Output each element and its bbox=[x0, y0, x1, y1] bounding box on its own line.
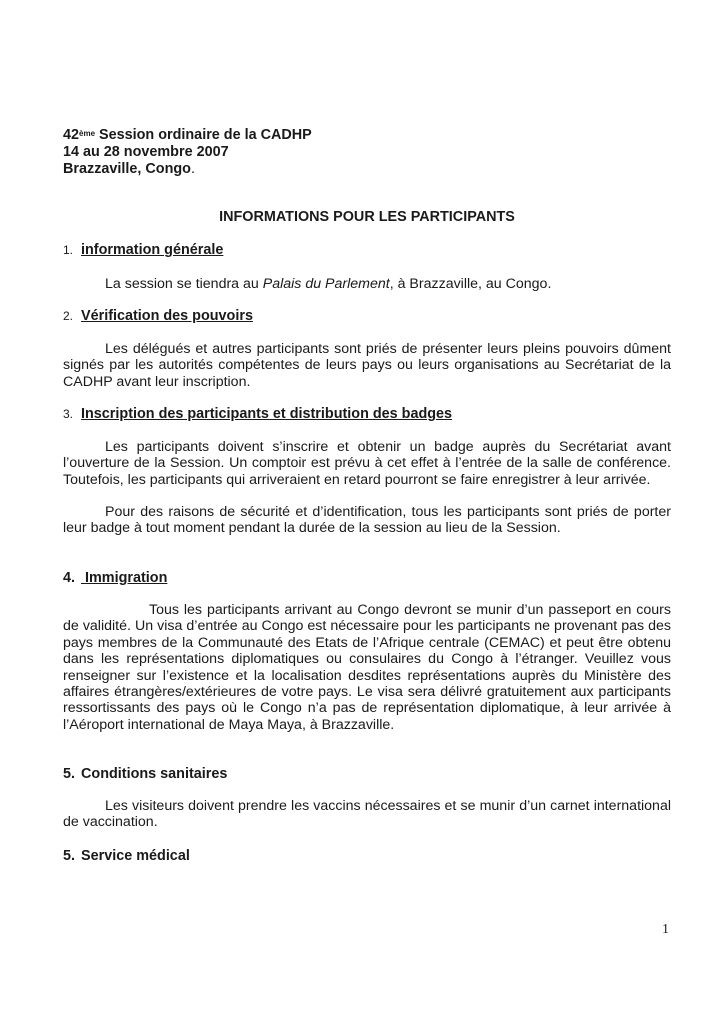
section-1-paragraph bbox=[63, 276, 671, 292]
section-1-text-before: La session se tiendra au bbox=[105, 276, 263, 292]
section-3-paragraph-2: Pour des raisons de sécurité et d’identification, tous les participants sont priés de porter leur badge à tout moment pendant la durée de la session au lieu de la Session. bbox=[63, 504, 671, 537]
session-number: 42 bbox=[63, 127, 80, 143]
section-5-paragraph: Les visiteurs doivent prendre les vaccins nécessaires et se munir d’un carnet international de vaccination. bbox=[63, 798, 671, 831]
section-2-paragraph: Les délégués et autres participants sont priés de présenter leurs pleins pouvoirs dûment signés par les autorités compétentes de leurs pays ou leurs organisations au Secrétariat de la CADHP avant leur inscription. bbox=[63, 341, 671, 390]
section-3-heading bbox=[63, 406, 452, 422]
section-6-title: Service médical bbox=[81, 848, 190, 864]
session-location-line bbox=[63, 161, 671, 178]
section-5-heading bbox=[63, 766, 227, 782]
session-location: Brazzaville, Congo bbox=[63, 161, 191, 177]
section-6-number: 5. bbox=[63, 848, 76, 864]
section-1-heading bbox=[63, 242, 223, 258]
section-1-number: 1. bbox=[63, 243, 74, 257]
section-2-heading bbox=[63, 308, 253, 324]
document-title: INFORMATIONS POUR LES PARTICIPANTS bbox=[219, 209, 515, 225]
section-3-paragraph-1: Les participants doivent s’inscrire et obtenir un badge auprès du Secrétariat avant l’ouverture de la Session. Un comptoir est prévu à cet effet à l’entrée de la salle de conférence. Toutefois, les participants qui arriveraient en retard pourront se faire enregistrer à leur arrivée. bbox=[63, 439, 671, 488]
section-3-title: Inscription des participants et distribution des badges bbox=[81, 406, 453, 422]
session-suffix: ème bbox=[79, 129, 96, 138]
section-4-heading bbox=[63, 570, 167, 586]
section-5-title: Conditions sanitaires bbox=[81, 766, 228, 782]
section-1-text-after: , à Brazzaville, au Congo. bbox=[389, 276, 552, 292]
section-4-title: Immigration bbox=[81, 570, 168, 586]
page-number: 1 bbox=[662, 922, 669, 937]
section-3-number: 3. bbox=[63, 407, 74, 421]
section-5-number: 5. bbox=[63, 766, 76, 782]
session-line bbox=[63, 127, 671, 144]
document-header bbox=[63, 127, 671, 178]
section-1-title: information générale bbox=[81, 242, 224, 258]
location-punct: . bbox=[190, 161, 195, 177]
session-title: Session ordinaire de la CADHP bbox=[99, 127, 312, 143]
palais-du-parlement: Palais du Parlement bbox=[262, 276, 390, 292]
section-4-paragraph: Tous les participants arrivant au Congo devront se munir d’un passeport en cours de validité. Un visa d’entrée au Congo est nécessaire pour les participants ne provenant pas des pays membres de la Communauté des Etats de l’Afrique centrale (CEMAC) et peut être obtenu dans les représentations diplomatiques ou consulaires du Congo à l’étranger. Veuillez vous renseigner sur l’existence et la localisation desdites représentations auprès du Ministère des affaires étrangères/extérieures de votre pays. Le visa sera délivré gratuitement aux participants ressortissants des pays où le Congo n’a pas de représentation diplomatique, à leur arrivée à l’Aéroport international de Maya Maya, à Brazzaville. bbox=[63, 602, 671, 733]
section-2-number: 2. bbox=[63, 309, 74, 323]
section-4-number: 4. bbox=[63, 570, 76, 586]
session-dates: 14 au 28 novembre 2007 bbox=[63, 144, 229, 160]
section-2-title: Vérification des pouvoirs bbox=[81, 308, 253, 324]
section-6-heading bbox=[63, 848, 190, 864]
